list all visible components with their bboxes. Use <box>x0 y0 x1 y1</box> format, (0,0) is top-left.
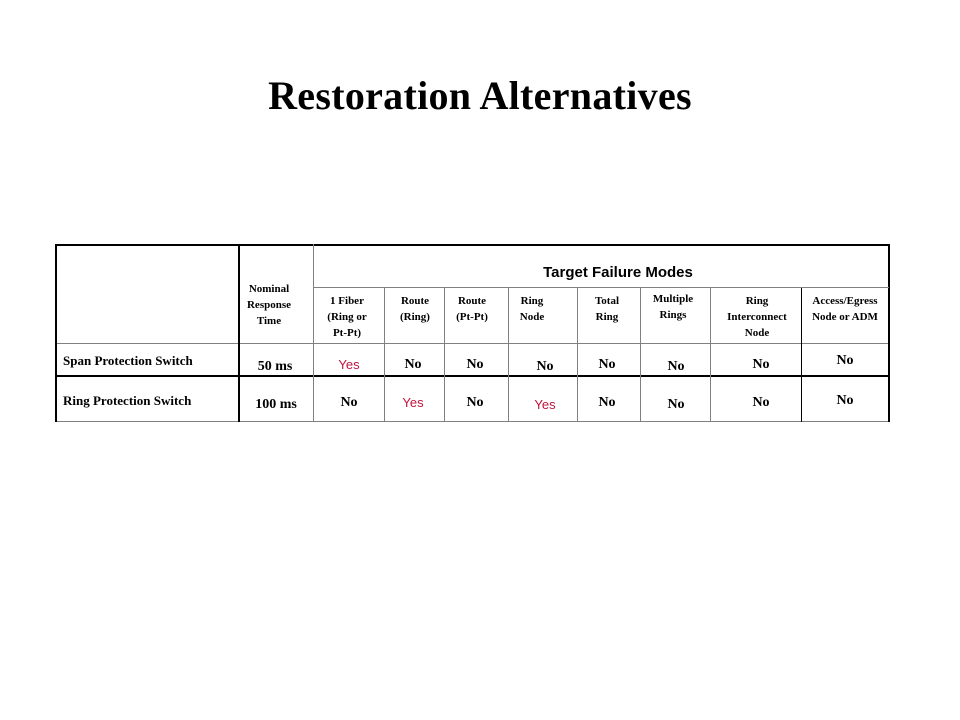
cell-value: No <box>536 359 554 374</box>
cell-value: No <box>752 357 770 372</box>
label-column-rule <box>238 244 240 422</box>
row-label: Span Protection Switch <box>63 353 193 368</box>
group-header-rule <box>313 287 889 288</box>
column-header: Route (Pt-Pt) <box>456 295 488 323</box>
response-time-value: 50 ms <box>257 359 293 374</box>
table-right-rule <box>888 244 890 422</box>
column-rule <box>577 288 578 421</box>
cell-value: Yes <box>402 395 424 410</box>
cell-value: No <box>667 359 685 374</box>
response-column-rule <box>313 244 314 422</box>
cell-value: No <box>598 395 616 410</box>
cell-value: No <box>404 357 422 372</box>
cell-value: No <box>836 393 854 408</box>
column-header: Access/Egress Node or ADM <box>812 295 878 323</box>
page-title: Restoration Alternatives <box>268 73 692 118</box>
cell-value: No <box>667 397 685 412</box>
cell-value: Yes <box>338 357 360 372</box>
group-header: Target Failure Modes <box>543 264 693 281</box>
column-header: Multiple Rings <box>652 293 694 321</box>
column-header: Ring Interconnect Node <box>727 295 787 339</box>
cell-value: Yes <box>534 397 556 412</box>
column-rule <box>444 288 445 421</box>
row-label: Ring Protection Switch <box>63 393 192 408</box>
column-header: 1 Fiber (Ring or Pt-Pt) <box>327 295 367 339</box>
cell-value: No <box>598 357 616 372</box>
column-rule <box>710 288 711 421</box>
response-time-value: 100 ms <box>255 397 297 412</box>
cell-value: No <box>836 353 854 368</box>
row-divider-rule <box>57 375 888 377</box>
column-rule <box>384 288 385 421</box>
cell-value: No <box>752 395 770 410</box>
cell-value: No <box>466 395 484 410</box>
column-rule <box>801 288 802 422</box>
header-bottom-rule <box>57 343 888 344</box>
cell-value: No <box>466 357 484 372</box>
table-left-rule <box>55 244 57 422</box>
column-rule <box>640 288 641 421</box>
table-top-rule <box>55 244 890 246</box>
column-header: Total Ring <box>594 295 620 323</box>
column-rule <box>508 288 509 421</box>
response-time-header: Nominal Response Time <box>246 283 292 327</box>
column-header: Route (Ring) <box>400 295 430 323</box>
column-header: Ring Node <box>519 295 545 323</box>
cell-value: No <box>340 395 358 410</box>
table-bottom-rule <box>55 421 890 422</box>
